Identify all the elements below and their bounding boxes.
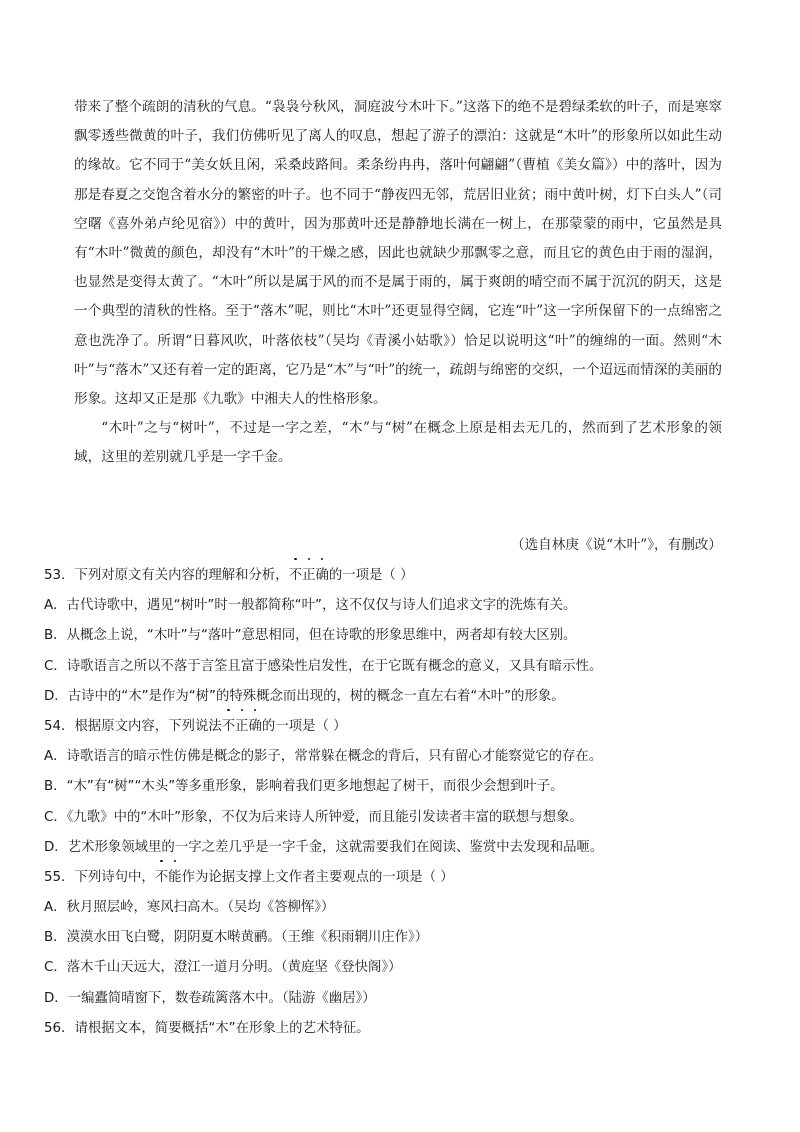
emphasis-text — [155, 870, 182, 885]
passage-paragraph-1: 带来了整个疏朗的清秋的气息。“袅袅兮秋风，洞庭波兮木叶下。”这落下的绝不是碧绿柔软的叶子，而是寒窣飘零透些微黄的叶子，我们仿佛听见了离人的叹息，想起了游子的漂泊：这就是“木叶”的形象所以如此生动的缘故。它不同于“美女妖且闲，采桑歧路间。柔条纷冉冉，落叶何翩翩”（曹植《美女篇》）中的落叶，因为那是春夏之交饱含着水分的繁密的叶子。也不同于“静夜四无邻，荒居旧业贫；雨中黄叶树，灯下白头人”（司空曙《喜外弟卢纶见宿》）中的黄叶，因为那黄叶还是静静地长满在一树上，在那蒙蒙的雨中，它虽然是具有“木叶”微黄的颜色，却没有“木叶”的干燥之感，因此也就缺少那飘零之意，而且它的黄色由于雨的湿润，也显然是变得太黄了。“木叶”所以是属于风的而不是属于雨的，属于爽朗的晴空而不属于沉沉的阴天，这是一个典型的清秋的性格。至于“落木”呢，则比“木叶”还更显得空阔，它连“叶”这一字所保留下的一点绵密之意也洗净了。所谓“日暮风吹，叶落依枝”（吴均《青溪小姑歌》）恰足以说明这“叶”的缠绵的一面。然则“木叶”与“落木”又还有着一定的距离，它乃是“木”与“叶”的统一，疏朗与绵密的交织，一个迢远而情深的美丽的形象。这却又正是那《九歌》中湘夫人的性格形象。 — [74, 99, 722, 408]
reading-passage — [74, 93, 722, 473]
question-text: 下列对原文有关内容的理解和分析， — [74, 568, 289, 583]
emphasis-dot — [308, 558, 310, 560]
emphasis-text — [289, 568, 329, 583]
emphasis-dot — [174, 860, 176, 862]
option-54-b: B．“木”有“树”“木头”等多重形象，影响着我们更多地想起了树干，而很少会想到叶子。 — [44, 779, 564, 795]
emphasis-char: 不 — [155, 863, 168, 893]
option-53-d: D．古诗中的“木”是作为“树”的特殊概念而出现的，树的概念一直左右着“木叶”的形象。 — [44, 688, 565, 704]
option-53-b: B．从概念上说，“木叶”与“落叶”意思相同，但在诗歌的形象思维中，两者却有较大区别。 — [44, 628, 577, 644]
option-53-a: A．古代诗歌中，遇见“树叶”时一般都简称“叶”，这不仅仅与诗人们追求文字的洗炼有关。 — [44, 598, 577, 614]
emphasis-char: 正 — [302, 561, 315, 591]
question-text: 请根据文本，简要概括“木”在形象上的艺术特征。 — [74, 1020, 370, 1036]
emphasis-dot — [241, 709, 243, 711]
emphasis-char: 不 — [222, 712, 235, 742]
option-54-a: A．诗歌语言的暗示性仿佛是概念的影子，常常躲在概念的背后，只有留心才能察觉它的存在。 — [44, 749, 603, 765]
question-number: 56． — [44, 1020, 75, 1036]
option-55-a: A．秋月照层岭，寒风扫高木。（吴均《答柳恽》） — [44, 900, 335, 916]
emphasis-dot — [227, 709, 229, 711]
option-55-c: C．落木千山天远大，澄江一道月分明。（黄庭坚《登快阁》） — [44, 960, 402, 976]
emphasis-char: 确 — [249, 712, 262, 742]
emphasis-dot — [294, 558, 296, 560]
question-number: 53． — [44, 568, 75, 583]
question-56-stem — [44, 1014, 744, 1044]
passage-paragraph-2: “木叶”之与“树叶”，不过是一字之差，“木”与“树”在概念上原是相去无几的，然而到了艺术形象的领域，这里的差别就几乎是一字千金。 — [74, 420, 722, 466]
question-54-stem — [44, 712, 744, 742]
question-text-end: 作为论据支撑上文作者主要观点的一项是 — [181, 869, 423, 885]
question-53-stem — [44, 561, 744, 591]
question-55-stem — [44, 863, 744, 893]
answer-blank: （ ） — [315, 718, 347, 734]
option-54-d: D．艺术形象领域里的一字之差几乎是一字千金，这就需要我们在阅读、鉴赏中去发现和品咂。 — [44, 839, 604, 855]
option-54-c: C．《九歌》中的“木叶”形象，不仅为后来诗人所钟爱，而且能引发读者丰富的联想与想象。 — [44, 809, 583, 825]
emphasis-dot — [160, 860, 162, 862]
emphasis-text — [222, 719, 262, 734]
question-text-end: 的一项是 — [261, 718, 316, 734]
option-53-c: C．诗歌语言之所以不落于言筌且富于感染性启发性，在于它既有概念的意义，又具有暗示性。 — [44, 658, 603, 674]
question-text: 根据原文内容，下列说法 — [74, 718, 222, 734]
question-number: 54． — [44, 718, 75, 734]
answer-blank: （ ） — [382, 568, 414, 583]
question-number: 55． — [44, 869, 75, 885]
option-55-b: B．漠漠水田飞白鹭，阴阴夏木啭黄鹂。（王维《积雨辋川庄作》） — [44, 930, 429, 946]
emphasis-char: 正 — [235, 712, 248, 742]
emphasis-char: 确 — [315, 561, 328, 591]
question-text: 下列诗句中， — [74, 869, 155, 885]
answer-blank: （ ） — [422, 869, 454, 885]
emphasis-dot — [321, 558, 323, 560]
question-text-end: 的一项是 — [328, 568, 383, 583]
passage-source: （选自林庚《说“木叶”》，有删改） — [510, 537, 722, 553]
emphasis-char: 能 — [168, 863, 181, 893]
option-55-d: D．一编蠹简晴窗下，数卷疏篱落木中。（陆游《幽居》） — [44, 990, 376, 1006]
emphasis-char: 不 — [289, 561, 302, 591]
questions-section — [44, 561, 744, 1044]
